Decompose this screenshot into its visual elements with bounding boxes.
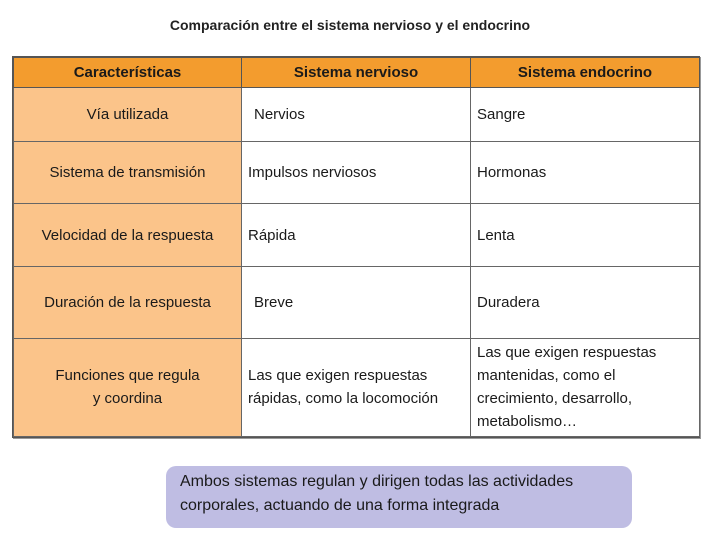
feature-line: Funciones que regula: [55, 367, 200, 385]
header-sistema-nervioso: Sistema nervioso: [242, 58, 471, 88]
table-row: [14, 267, 700, 339]
endocrino-line: Las que exigen respuestas: [477, 344, 657, 362]
note-line: Ambos sistemas regulan y dirigen todas las actividades: [180, 473, 574, 490]
endocrino-cell: Sangre: [471, 88, 700, 142]
endocrino-line: crecimiento, desarrollo,: [477, 390, 633, 408]
endocrino-cell: Hormonas: [471, 141, 700, 204]
table-row: [14, 141, 700, 204]
header-caracteristicas: Características: [14, 58, 242, 88]
feature-line: y coordina: [92, 390, 163, 408]
feature-cell: [14, 338, 242, 436]
endocrino-cell: [471, 338, 700, 436]
summary-note: [166, 466, 632, 528]
endocrino-line: mantenidas, como el: [477, 367, 616, 385]
nervioso-cell: Impulsos nerviosos: [242, 141, 471, 204]
page-title: Comparación entre el sistema nervioso y el endocrino: [169, 17, 531, 33]
nervioso-line: Las que exigen respuestas: [248, 367, 428, 385]
table-row: [14, 338, 700, 436]
nervioso-cell: Rápida: [242, 204, 471, 267]
nervioso-cell: [242, 338, 471, 436]
feature-cell: Vía utilizada: [14, 88, 242, 142]
endocrino-line: metabolismo…: [477, 413, 578, 431]
nervioso-line: rápidas, como la locomoción: [248, 390, 439, 408]
feature-cell: Velocidad de la respuesta: [14, 204, 242, 267]
table-header-row: [14, 58, 700, 88]
table-row: [14, 88, 700, 142]
feature-cell: Duración de la respuesta: [14, 267, 242, 339]
feature-cell: Sistema de transmisión: [14, 141, 242, 204]
header-sistema-endocrino: Sistema endocrino: [471, 58, 700, 88]
comparison-table: [12, 56, 700, 438]
table-row: [14, 204, 700, 267]
endocrino-cell: Lenta: [471, 204, 700, 267]
nervioso-cell: Breve: [242, 267, 471, 339]
note-line: corporales, actuando de una forma integrada: [180, 497, 500, 514]
endocrino-cell: Duradera: [471, 267, 700, 339]
nervioso-cell: Nervios: [242, 88, 471, 142]
